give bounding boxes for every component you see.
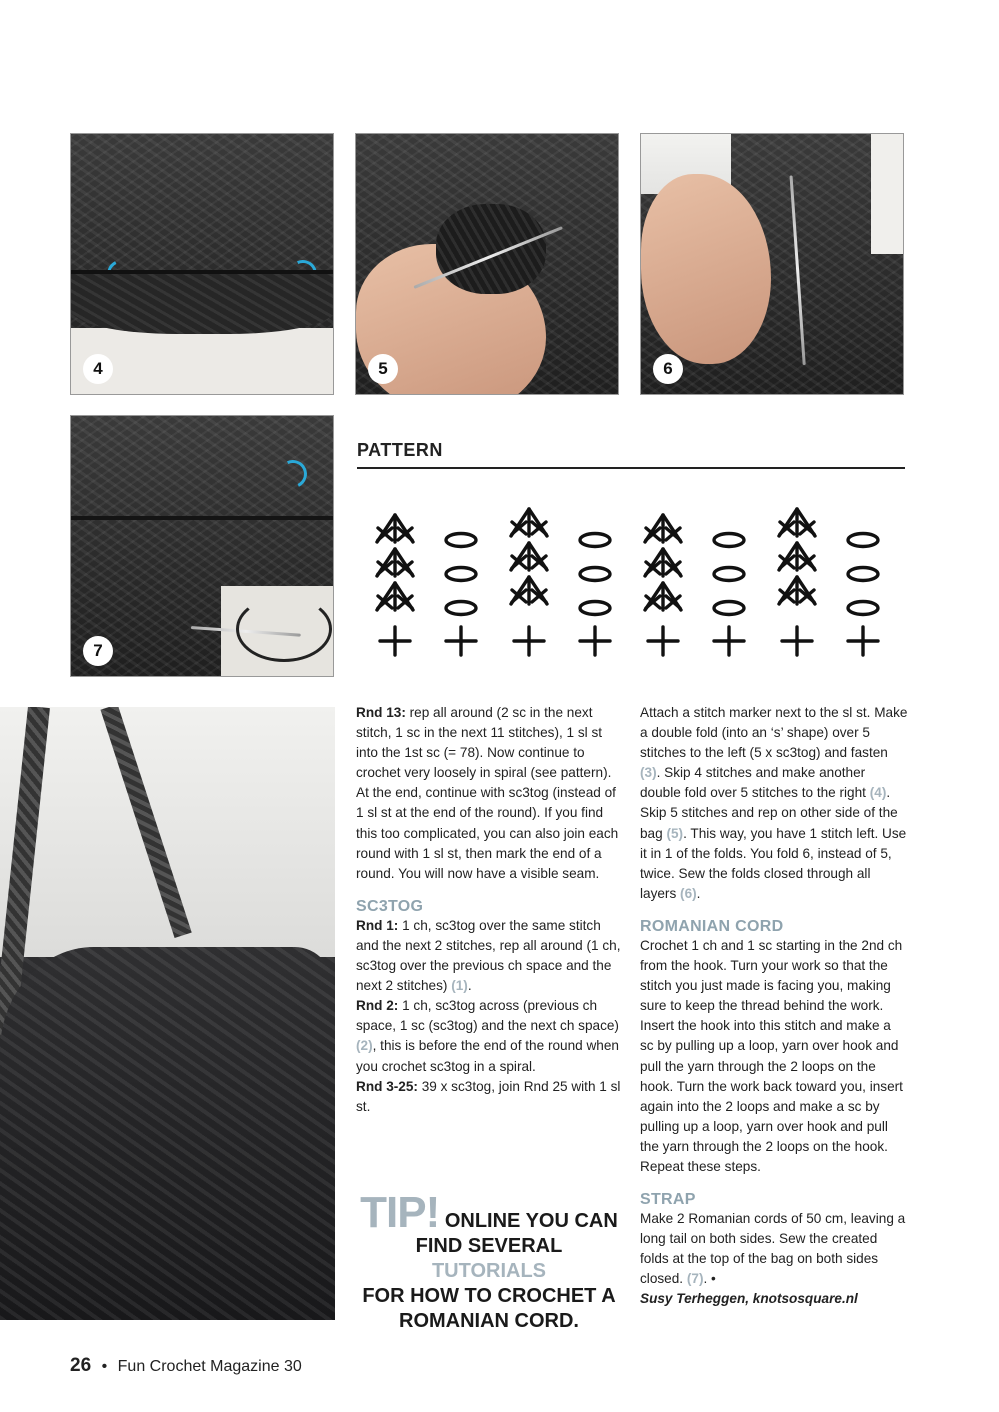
- sc-symbol: [514, 627, 544, 655]
- background-wall: [0, 707, 335, 957]
- sc-symbol: [380, 627, 410, 655]
- sc3tog-symbol: [645, 549, 681, 576]
- photo-reference: (4): [869, 785, 887, 801]
- round-label: Rnd 13:: [356, 705, 406, 720]
- ch-symbol: [848, 534, 878, 547]
- tip-line-3: FOR HOW TO CROCHET A: [362, 1285, 616, 1307]
- sc-symbol: [782, 627, 812, 655]
- tip-line-4: ROMANIAN CORD.: [399, 1310, 579, 1332]
- tip-line-1: [358, 1188, 620, 1237]
- page-number: 26: [70, 1355, 92, 1376]
- strap-paragraph: [640, 1209, 908, 1289]
- step-number-badge: 7: [83, 636, 113, 666]
- sc3tog-symbol: [645, 583, 681, 610]
- crochet-edge: [71, 274, 334, 334]
- yarn-tail: [236, 596, 332, 662]
- pattern-chart: [357, 500, 897, 670]
- folding-text: . Skip 4 stitches and make another double fold over 5 stitches to the right: [640, 765, 870, 801]
- round-text: 39 x sc3tog, join Rnd 25 with 1 sl st.: [356, 1078, 621, 1114]
- tip-text: FIND SEVERAL: [415, 1235, 563, 1257]
- folding-text: .: [696, 885, 701, 901]
- ch-symbol: [714, 568, 744, 581]
- sc3tog-heading: SC3TOG: [356, 897, 424, 915]
- step-4-photo: [70, 133, 334, 395]
- ch-symbol: [714, 534, 744, 547]
- round-1-paragraph: [356, 916, 624, 996]
- background-wall-right: [871, 134, 904, 254]
- photo-reference: (7): [686, 1271, 704, 1287]
- tip-word: TIP!: [360, 1188, 440, 1237]
- round-text-end: .: [467, 978, 472, 994]
- round-label: Rnd 3-25:: [356, 1078, 418, 1094]
- round-13-paragraph: [356, 703, 624, 884]
- bag-body: [0, 947, 335, 1320]
- sc-symbol: [648, 627, 678, 655]
- round-label: Rnd 2:: [356, 998, 399, 1014]
- sc3tog-symbol: [779, 509, 815, 536]
- pattern-heading: PATTERN: [357, 440, 905, 469]
- round-text: rep all around (2 sc in the next stitch, 1 sc in the next 11 stitches), 1 sl st into the 1st sc (= 78). Now continue to crochet very loosely in spiral (see pattern). At the end, continue with sc3tog (instead of 1 sl st at the end of the round). If you find this too complicated, you can also join each round with 1 sl st, then mark the end of a round. You will now have a visible seam.: [356, 705, 619, 881]
- folding-text: Attach a stitch marker next to the sl st. Make a double fold (into an ‘s’ shape) over 5 stitches to the left (5 x sc3tog) and fasten: [640, 705, 908, 761]
- step-number-badge: 5: [368, 354, 398, 384]
- sc-symbol: [580, 627, 610, 655]
- romanian-cord-heading: ROMANIAN CORD: [640, 917, 784, 935]
- photo-reference: (1): [451, 978, 468, 994]
- ch-symbol: [714, 602, 744, 615]
- round-2-paragraph: [356, 996, 624, 1076]
- ch-symbol: [580, 534, 610, 547]
- sc3tog-symbol: [377, 515, 413, 542]
- yarn-loop: [436, 204, 546, 294]
- ch-symbol: [580, 602, 610, 615]
- sc3tog-symbol: [377, 549, 413, 576]
- photo-reference: (5): [666, 825, 684, 841]
- photo-reference: (6): [680, 885, 697, 901]
- page-footer: [70, 1355, 302, 1377]
- text-column-right: [640, 703, 908, 1310]
- step-number-badge: 6: [653, 354, 683, 384]
- folding-text: . This way, you have 1 stitch left. Use it in 1 of the folds. You fold 6, instead of 5, twice. Sew the folds closed through all layers: [640, 825, 907, 901]
- sc-symbol: [446, 627, 476, 655]
- tip-highlight: TUTORIALS: [431, 1260, 547, 1282]
- needle: [790, 175, 806, 365]
- sc-symbol: [848, 627, 878, 655]
- round-text-end: , this is before the end of the round when you crochet sc3tog in a spiral.: [356, 1038, 619, 1074]
- photo-reference: (2): [356, 1038, 373, 1054]
- round-text: 1 ch, sc3tog across (previous ch space, 1 sc (sc3tog) and the next ch space): [356, 998, 619, 1034]
- ch-symbol: [580, 568, 610, 581]
- sc3tog-symbol: [511, 577, 547, 604]
- hand: [641, 174, 771, 364]
- tip-text: ONLINE YOU CAN: [439, 1210, 618, 1232]
- fold-line: [71, 516, 334, 520]
- step-number-badge: 4: [83, 354, 113, 384]
- strap-text-end: . •: [703, 1271, 716, 1287]
- ch-symbol: [848, 602, 878, 615]
- strap-heading: STRAP: [640, 1191, 696, 1209]
- folding-paragraph: [640, 703, 908, 904]
- romanian-cord-paragraph: Crochet 1 ch and 1 sc starting in the 2nd ch from the hook. Turn your work so that the stitch you just made is facing you, making sure to keep the thread behind the work. Insert the hook into this stitch and make a sc by pulling up a loop, yarn over hook and pull the yarn through the 2 loops on the hook. Turn the work back toward you, insert again into the 2 loops and make a sc by pulling up a loop, yarn over hook and pull the yarn through the 2 loops on the hook. Repeat these steps.: [640, 937, 903, 1174]
- step-5-photo: [355, 133, 619, 395]
- ch-symbol: [446, 534, 476, 547]
- author-credit: Susy Terheggen, knotsosquare.nl: [640, 1291, 858, 1307]
- stitch-marker: [275, 456, 311, 492]
- tip-callout: [358, 1188, 620, 1334]
- round-label: Rnd 1:: [356, 917, 399, 933]
- sc3tog-symbol: [511, 509, 547, 536]
- step-7-photo: [70, 415, 334, 677]
- text-column-left: [356, 703, 624, 1117]
- strap-text: Make 2 Romanian cords of 50 cm, leaving a long tail on both sides. Sew the created folds at the top of the bag on both sides closed.: [640, 1211, 906, 1287]
- sc3tog-symbol: [645, 515, 681, 542]
- ch-symbol: [446, 602, 476, 615]
- round-3-25-paragraph: [356, 1077, 624, 1117]
- tip-line-2: [358, 1234, 620, 1284]
- photo-reference: (3): [640, 765, 657, 781]
- folding-text: . Skip 5 stitches and rep on other side of the bag: [640, 785, 898, 841]
- sc3tog-symbol: [779, 577, 815, 604]
- ch-symbol: [848, 568, 878, 581]
- ch-symbol: [446, 568, 476, 581]
- round-text: 1 ch, sc3tog over the same stitch and the next 2 stitches, rep all around (1 ch, sc3tog over the previous ch space and the next 2 stitches): [356, 917, 621, 994]
- step-6-photo: [640, 133, 904, 395]
- sc3tog-symbol: [779, 543, 815, 570]
- finished-bag-photo: [0, 707, 335, 1320]
- footer-bullet: •: [101, 1358, 108, 1375]
- sc3tog-symbol: [377, 583, 413, 610]
- sc-symbol: [714, 627, 744, 655]
- magazine-title: Fun Crochet Magazine 30: [117, 1358, 302, 1375]
- sc3tog-symbol: [511, 543, 547, 570]
